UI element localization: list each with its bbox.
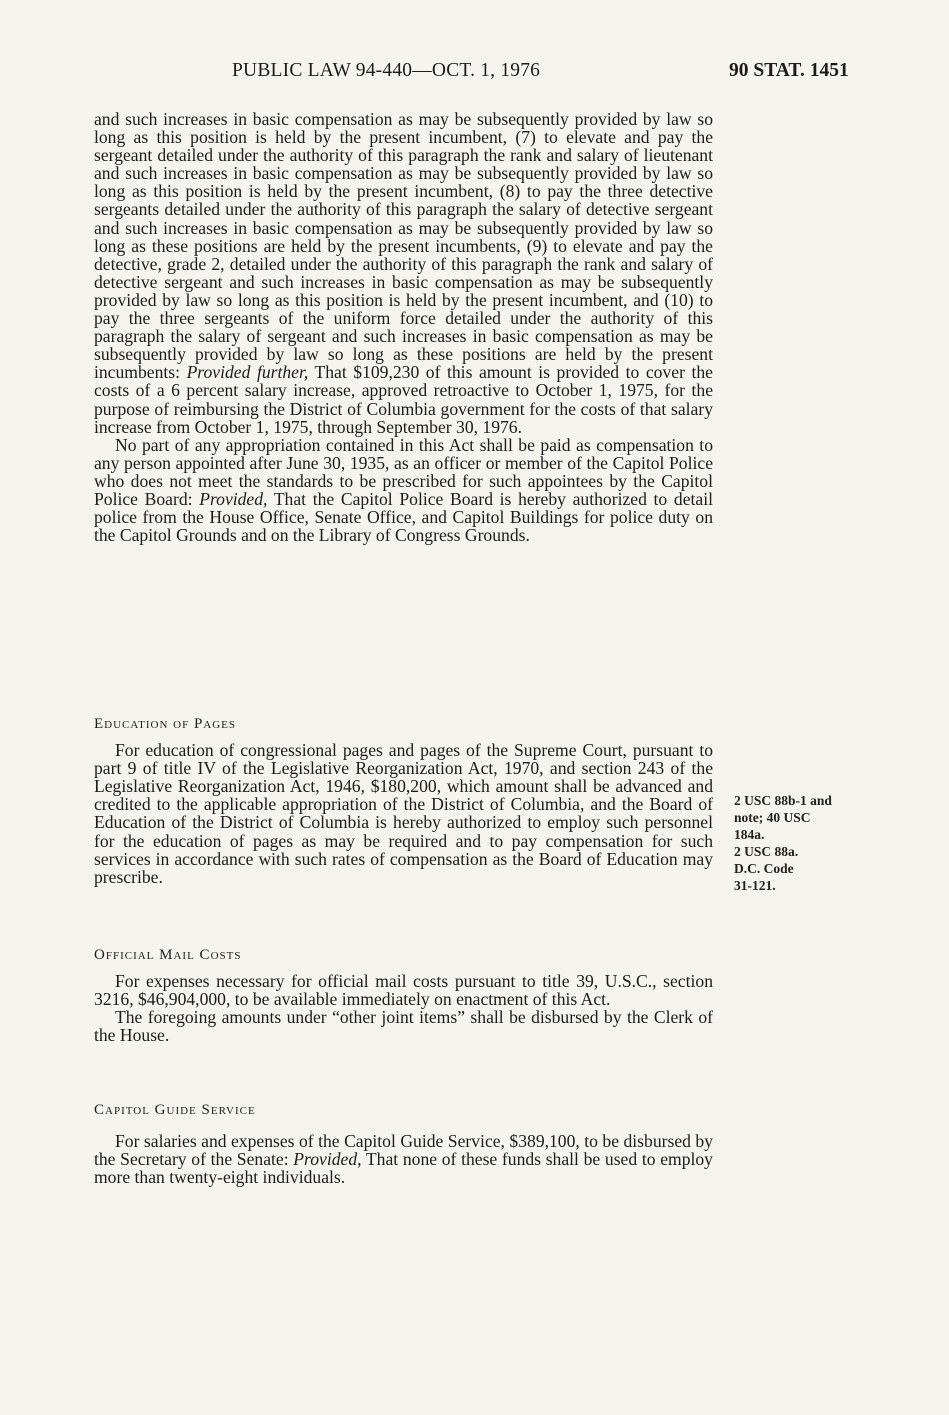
paragraph-continued [94, 110, 713, 436]
paragraph-capitol-police [94, 436, 713, 545]
paragraph-text-end: That none of these funds shall be used to employ more than twenty-eight individuals. [94, 1149, 713, 1188]
section-heading-guide: Capitol Guide Service [94, 1102, 256, 1118]
main-text-block [94, 110, 713, 544]
paragraph-text-end: That the Capitol Police Board is hereby authorized to detail police from the House Office, Senate Office, and Capitol Buildings for police duty on the Capitol Grounds and on the Library of Congress Grounds. [94, 488, 713, 546]
margin-note-line: D.C. Code [734, 861, 794, 876]
margin-note-line: 2 USC 88a. [734, 844, 799, 859]
section-heading-education: Education of Pages [94, 716, 237, 732]
paragraph-text: and such increases in basic compensation as may be subsequently provided by law so long as this position is held by the present incumbent, (7) to elevate and pay the sergeant detailed under the authority of this paragraph the rank and salary of lieutenant and such increases in basic compensation as may be subsequently provided by law so long as this position is held by the present incumbent, (8) to pay the three detective sergeants detailed under the authority of this paragraph the salary of detective sergeant and such increases in basic compensation as may be subsequently provided by law so long as these positions are held by the present incumbents, (9) to elevate and pay the detective, grade 2, detailed under the authority of this paragraph the rank and salary of detective sergeant and such increases in basic compensation as may be subsequently provided by law so long as this position is held by the present incumbent, and (10) to pay the three sergeants of the uniform force detailed under the authority of this paragraph the salary of sergeant and such increases in basic compensation as may be subsequently provided by law so long as these positions are held by the present incumbents: [94, 109, 713, 383]
paragraph-text-end: That $109,230 of this amount is provided to cover the costs of a 6 percent salary increase, approved retroactive to October 1, 1975, for the purpose of reimbursing the District of Columbia government for the costs of that salary increase from October 1, 1975, through September 30, 1976. [94, 362, 713, 437]
education-paragraph: For education of congressional pages and pages of the Supreme Court, pursuant to part 9 of title IV of the Legislative Reorganization Act, 1970, and section 243 of the Legislative Reorganization Act, 1946, $180,200, which amount shall be advanced and credited to the applicable appropriation of the District of Columbia, and the Board of Education of the District of Columbia is hereby authorized to employ such personnel for the education of pages as may be required and to pay compensation for such services in accordance with such rates of compensation as the Board of Education may prescribe. [94, 740, 713, 887]
margin-note-line: note; 40 USC [734, 810, 811, 825]
mail-disbursement-paragraph: The foregoing amounts under “other joint items” shall be disbursed by the Clerk of the House. [94, 1007, 713, 1046]
education-section [94, 715, 713, 886]
mail-costs-section [94, 946, 713, 1044]
guide-paragraph [94, 1132, 713, 1186]
paragraph-text: For salaries and expenses of the Capitol Guide Service, $389,100, to be disbursed by the Secretary of the Senate: [94, 1131, 713, 1170]
mail-paragraph: For expenses necessary for official mail costs pursuant to title 39, U.S.C., section 3216, $46,904,000, to be available immediately on enactment of this Act. [94, 971, 713, 1010]
margin-note-line: 31-121. [734, 878, 776, 893]
margin-citation-note [734, 792, 864, 894]
page-header-title: PUBLIC LAW 94-440—OCT. 1, 1976 [232, 60, 541, 81]
section-heading-mail: Official Mail Costs [94, 947, 242, 963]
paragraph-text: No part of any appropriation contained in this Act shall be paid as compensation to any person appointed after June 30, 1935, as an officer or member of the Capitol Police who does not meet the standards to be prescribed for such appointees by the Capitol Police Board: [94, 434, 713, 509]
guide-service-section [94, 1101, 713, 1186]
margin-note-line: 184a. [734, 827, 765, 842]
margin-note-line: 2 USC 88b-1 and [734, 793, 832, 808]
provided-further-phrase: Provided further, [186, 362, 309, 383]
provided-phrase: Provided, [293, 1149, 362, 1170]
page-header-stat-number: 90 STAT. 1451 [729, 60, 849, 81]
provided-phrase: Provided, [199, 488, 268, 509]
